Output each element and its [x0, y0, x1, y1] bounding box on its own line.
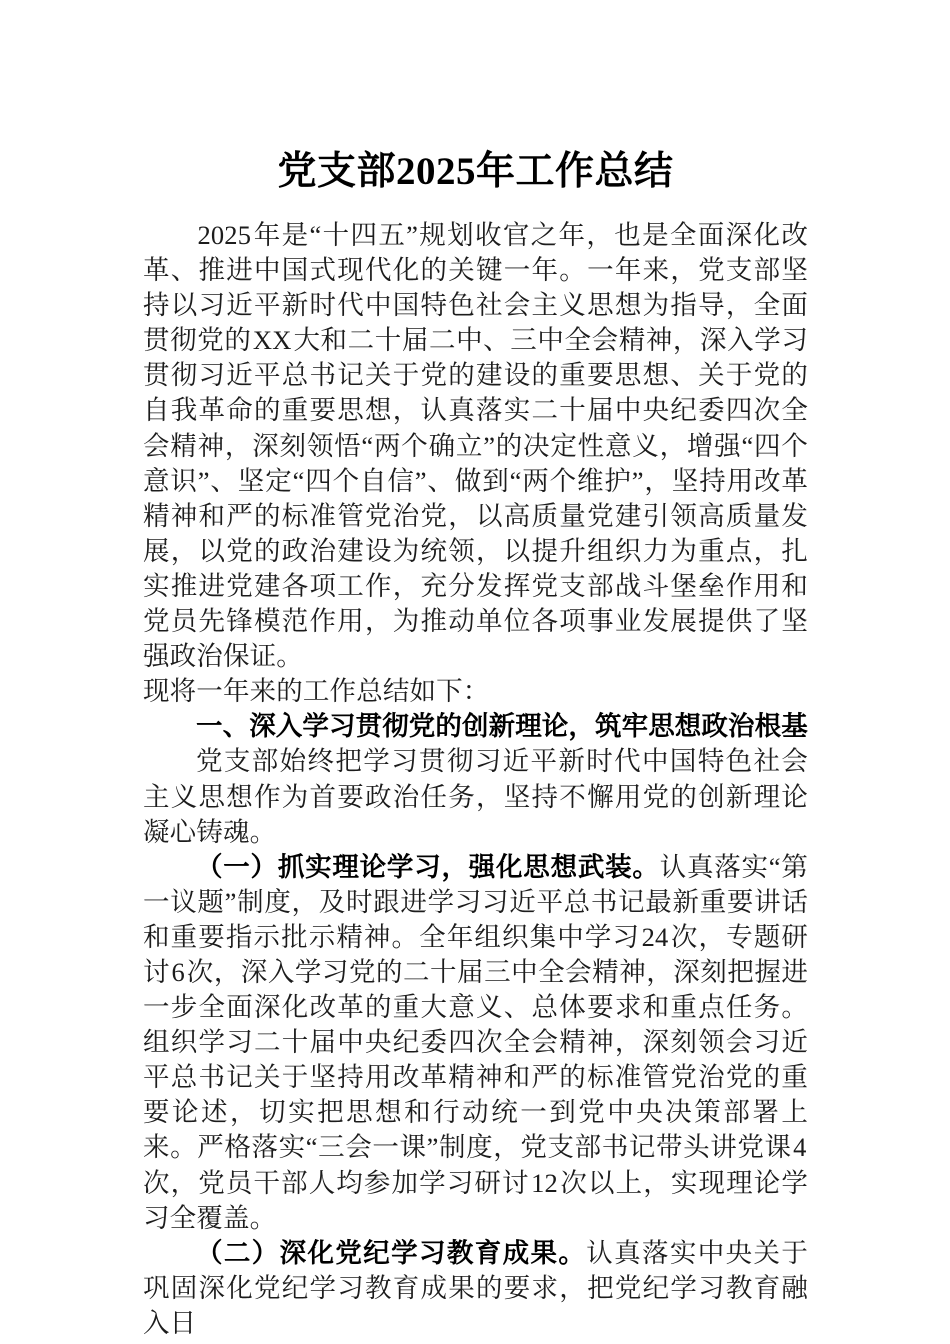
section-heading-one: 一、深入学习贯彻党的创新理论，筑牢思想政治根基 — [196, 711, 808, 742]
subsection-one-lead: （一）抓实理论学习，强化思想武装。 — [196, 851, 660, 882]
subsection-one-text-3: 次，深入学习党的二十届三中全会精神，深刻把握进一步全面深化改革的重大意义、总体要求和重点任务。组织学习二十届中央纪委四次全会精神，深刻领会习近平总书记关于坚持用改革精神和严的标准管党治党的重要论述，切实把思想和行动统一到党中央决策部署上来。严格落实“三会一课”制度，党支部书记带头讲党课 — [143, 956, 808, 1163]
document-body — [143, 218, 808, 1341]
document-title: 党支部2025年工作总结 — [277, 150, 674, 193]
seminar-count: 6 — [171, 956, 185, 987]
section-one-lead-paragraph: 党支部始终把学习贯彻习近平新时代中国特色社会主义思想作为首要政治任务，坚持不懈用党的创新理论凝心铸魂。 — [143, 746, 808, 847]
subsection-two-paragraph — [143, 1236, 808, 1341]
paragraph-intro — [143, 218, 808, 674]
study-sessions-count: 24 — [641, 921, 669, 952]
party-lecture-count: 4 — [793, 1132, 807, 1163]
intro-congress-abbrev: XX — [252, 325, 292, 356]
paragraph-transition: 现将一年来的工作总结如下： — [143, 676, 490, 707]
intro-text-part-2: 大和二十届二中、三中全会精神，深入学习贯彻习近平总书记关于党的建设的重要思想、关于党的自我革命的重要思想，认真落实二十届中央纪委四次全会精神，深刻领悟“两个确立”的决定性意义，增强“四个意识”、坚定“四个自信”、做到“两个维护”，坚持用改革精神和严的标准管党治党，以高质量党建引领高质量发展，以党的政治建设为统领，以提升组织力为重点，扎实推进党建各项工作，充分发挥党支部战斗堡垒作用和党员先锋模范作用，为推动单位各项事业发展提供了坚强政治保证。 — [143, 325, 808, 672]
subsection-one-text-2: 次，专题研讨 — [143, 921, 809, 987]
subsection-one-text-1: 认真落实“第一议题”制度，及时跟进学习习近平总书记最新重要讲话和重要指示批示精神。全年组织集中学习 — [143, 851, 808, 952]
intro-text-part-1: 年是“十四五”规划收官之年，也是全面深化改革、推进中国式现代化的关键一年。一年来，党支部坚持以习近平新时代中国特色社会主义思想为指导，全面贯彻党的 — [143, 220, 808, 356]
per-capita-seminar-count: 12 — [531, 1167, 558, 1198]
subsection-one-paragraph — [143, 850, 808, 1236]
subsection-one-text-5: 次以上，实现理论学习全覆盖。 — [143, 1167, 808, 1233]
intro-year-number: 2025 — [197, 220, 252, 250]
subsection-two-lead: （二）深化党纪学习教育成果。 — [196, 1237, 587, 1268]
subsection-two-text-1: 认真落实中央关于巩固深化党纪学习教育成果的要求，把党纪学习教育融入日 — [143, 1237, 808, 1338]
subsection-one-text-4: 次，党员干部人均参加学习研讨 — [143, 1167, 530, 1198]
